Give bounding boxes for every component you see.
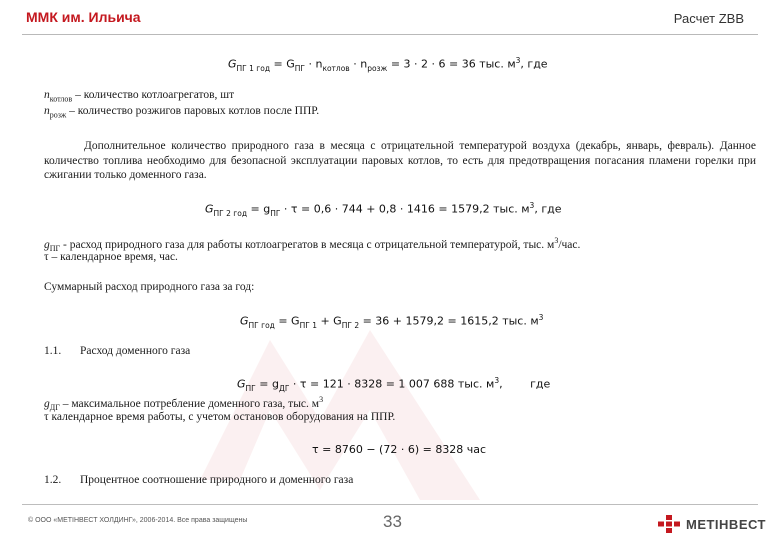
equation-4: $G_{ПГ} = g_{ДГ} \cdot \tau = 121 \cdot 8328 = 1$ 007 688 тыс. $м^3$, где <box>237 376 551 393</box>
definition-g-natural-gas: $g_{ПГ}$ - расход природного газа для работы котлоагрегатов в месяца с отрицательной температурой, тыс. $м^3$/час. <box>44 236 581 254</box>
paragraph-additional-gas: Дополнительное количество природного газа в месяца с отрицательной температурой воздуха (декабрь, январь, февраль). Данное количество топлива необходимо для безопасной эксплуатации паровых котлов, то есть для предотвращения погасания пламени горелки при сжигании только доменного газа. <box>44 140 756 181</box>
page-number: 33 <box>383 512 402 531</box>
equation-3: $G_{ПГ год} = G_{ПГ 1} + G_{ПГ 2} = 36 + 1579,2 = 1615,2$ тыс. $м^3$ <box>240 313 544 330</box>
summary-label: Суммарный расход природного газа за год: <box>44 281 255 293</box>
metinvest-logo-icon <box>658 515 680 533</box>
definition-n-boilers: $n_{котлов}$ – количество котлоагрегатов, шт <box>44 89 235 104</box>
equation-5: τ = 8760 − (72 · 6) = 8328 час <box>312 443 487 456</box>
equation-2: $G_{ПГ 2 год} = g_{ПГ} \cdot \tau = 0,6 \cdot 744 + 0,8 \cdot 1416 = 1579,2$ тыс. $м^3$, где <box>205 201 562 218</box>
section-1-1: 1.1. Расход доменного газа <box>44 345 191 357</box>
company-title: ММК им. Ильича <box>26 9 141 25</box>
logo-text: МЕТІНВЕСТ <box>685 516 766 532</box>
slide-title: Расчет ZBB <box>673 11 744 26</box>
footer-divider <box>22 504 758 505</box>
definition-tau-operating: τ календарное время работы, с учетом остановов оборудования на ППР. <box>44 411 396 423</box>
equation-1: $G_{ПГ 1 год} = G_{ПГ} \cdot n_{котлов} \cdot n_{розж} = 3 \cdot 2 \cdot 6 = 36$ тыс. $м^3$, где <box>228 56 548 73</box>
copyright-text: © ООО «МЕТІНВЕСТ ХОЛДИНГ», 2006-2014. Все права защищены <box>28 517 248 524</box>
definition-n-ignitions: $n_{розж}$ – количество розжигов паровых котлов после ППР. <box>44 105 320 120</box>
header-divider <box>22 34 758 35</box>
definition-g-blast-gas: $g_{ДГ}$ – максимальное потребление доменного газа, тыс. $м^3$ <box>44 395 324 413</box>
definition-tau-calendar: τ – календарное время, час. <box>44 251 178 263</box>
metinvest-logo <box>658 515 766 533</box>
section-1-2: 1.2. Процентное соотношение природного и доменного газа <box>44 474 354 486</box>
